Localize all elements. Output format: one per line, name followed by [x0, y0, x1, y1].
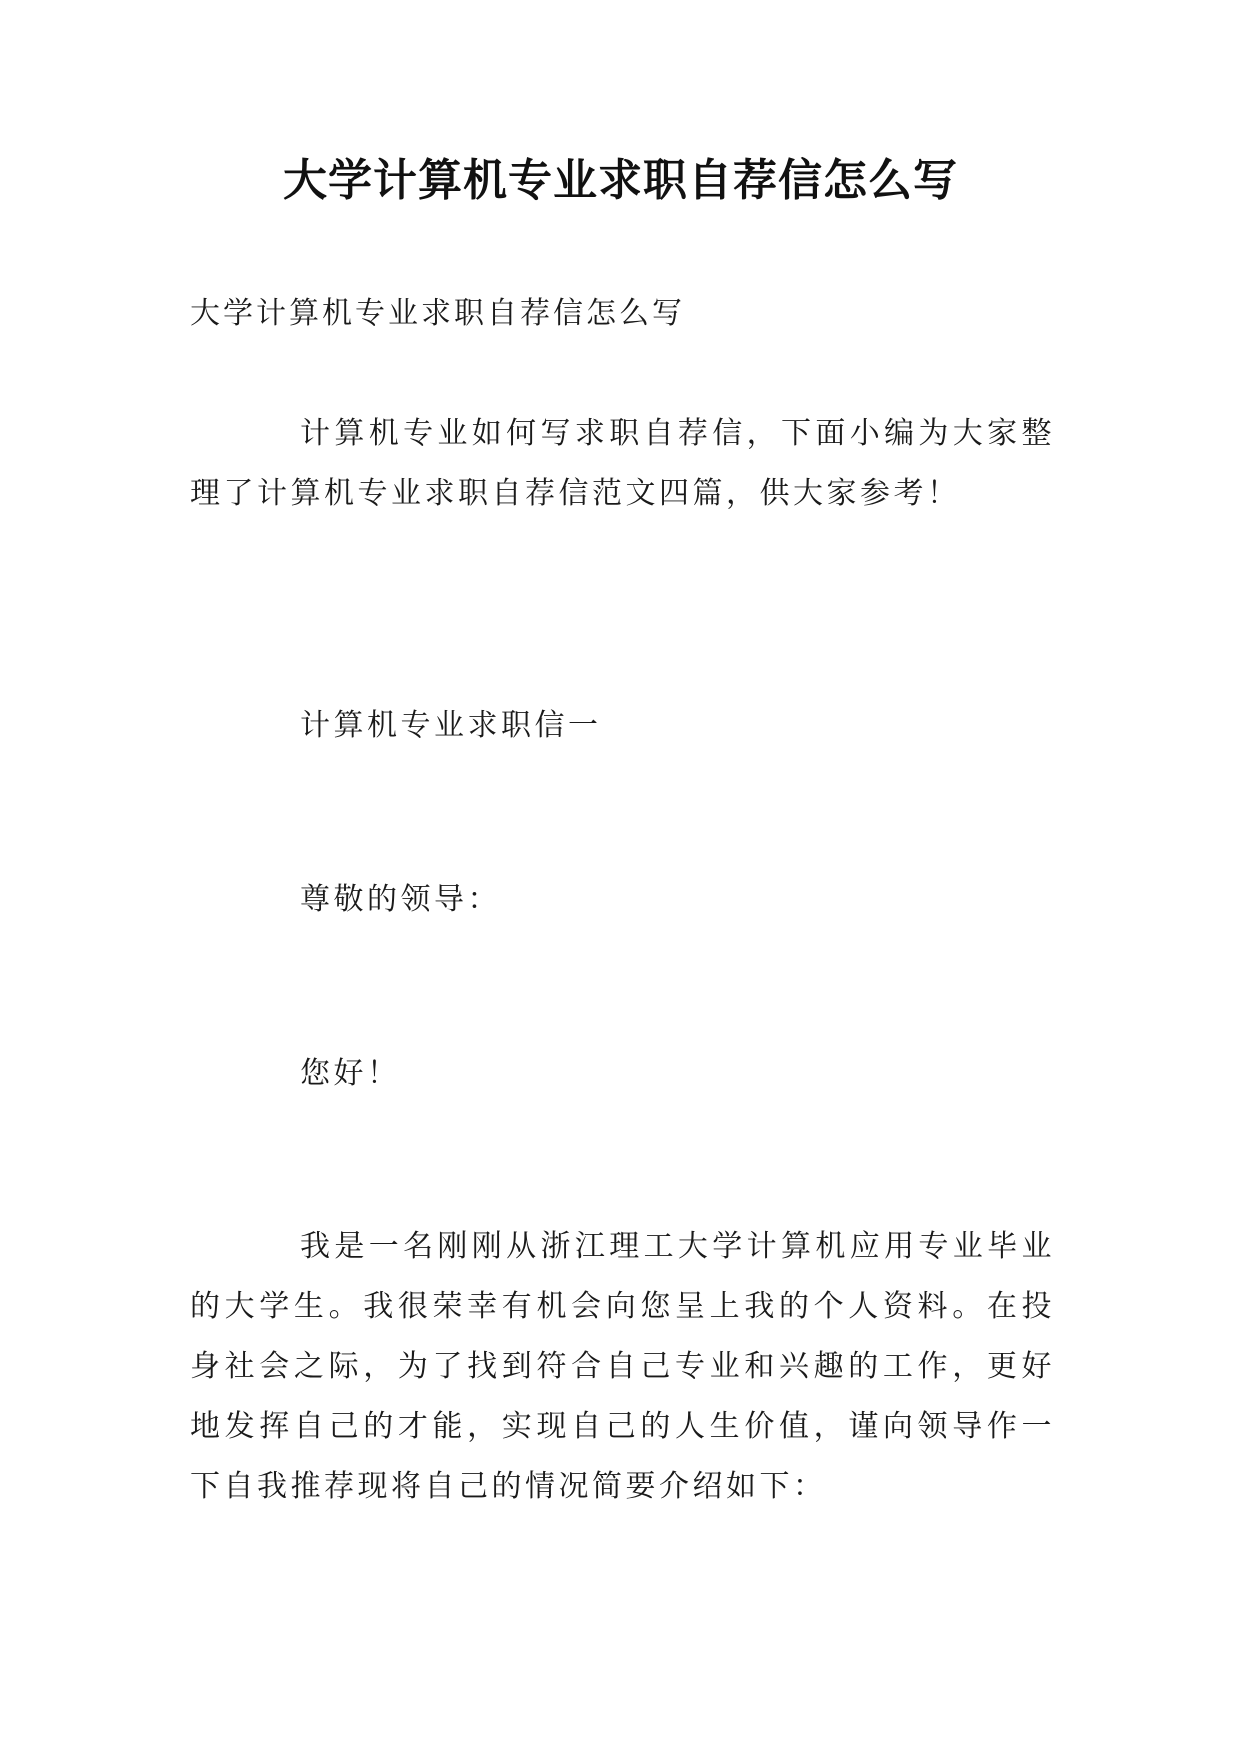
letter-heading: 计算机专业求职信一 — [300, 708, 602, 743]
document-title: 大学计算机专业求职自荐信怎么写 — [283, 155, 958, 206]
document-subtitle: 大学计算机专业求职自荐信怎么写 — [190, 296, 685, 331]
body-paragraph: 我是一名刚刚从浙江理工大学计算机应用专业毕业的大学生。我很荣幸有机会向您呈上我的个人资料。在投身社会之际，为了找到符合自己专业和兴趣的工作，更好地发挥自己的才能，实现自己的人生价值，谨向领导作一下自我推荐现将自己的情况简要介绍如下： — [190, 1229, 1055, 1504]
greeting: 您好！ — [300, 1056, 401, 1091]
intro-paragraph: 计算机专业如何写求职自荐信，下面小编为大家整理了计算机专业求职自荐信范文四篇，供大家参考！ — [190, 416, 1055, 511]
salutation: 尊敬的领导： — [300, 882, 501, 917]
